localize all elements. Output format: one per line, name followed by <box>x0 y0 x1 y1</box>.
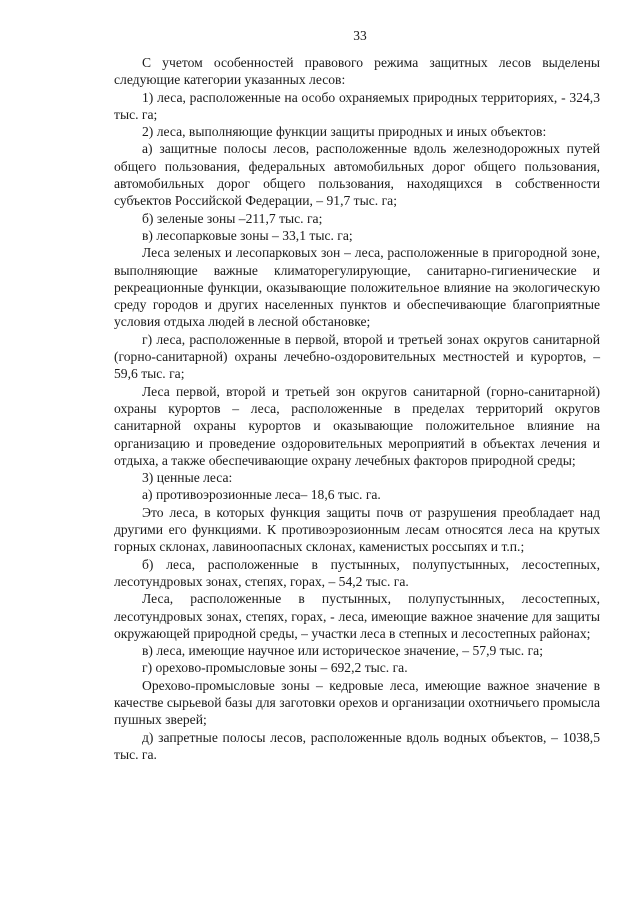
paragraph-item-2g: г) леса, расположенные в первой, второй и третьей зонах округов санитарной (горно-санитарной) охраны лечебно-оздоровительных местностей и курортов, – 59,6 тыс. га; <box>114 331 600 382</box>
document-body <box>114 54 600 763</box>
paragraph-item-3v: в) леса, имеющие научное или историческое значение, – 57,9 тыс. га; <box>142 643 543 659</box>
paragraph-nut-zones-definition: Орехово-промысловые зоны – кедровые леса, имеющие важное значение в качестве сырьевой базы для заготовки орехов и организации охотничьего промысла пушных зверей; <box>114 677 600 728</box>
paragraph-item-2a: а) защитные полосы лесов, расположенные вдоль железнодорожных путей общего пользования, федеральных автомобильных дорог общего пользования, автомобильных дорог общего пользования, находящихся в собственности субъектов Российской Федерации, – 91,7 тыс. га; <box>114 141 600 209</box>
paragraph-desert-forests-definition: Леса, расположенные в пустынных, полупустынных, лесостепных, лесотундровых зонах, степях, горах, - леса, имеющие важное значение для защиты окружающей природной среды, – участки леса в степных и лесостепных районах; <box>114 591 600 641</box>
paragraph-item-3g: г) орехово-промысловые зоны – 692,2 тыс. га. <box>142 660 408 676</box>
paragraph-item-2: 2) леса, выполняющие функции защиты природных и иных объектов: <box>142 124 547 140</box>
paragraph-resort-forests-definition: Леса первой, второй и третьей зон округов санитарной (горно-санитарной) охраны курортов – леса, расположенные в пределах территорий округов санитарной охраны курортов и оказывающие положительное влияние на организацию и проведение оздоровительных мероприятий в объектах лечения и отдыха, а также обеспечивающие охрану лечебных факторов природной среды; <box>114 383 600 468</box>
paragraph-green-zones-definition: Леса зеленых и лесопарковых зон – леса, расположенные в пригородной зоне, выполняющие важные климаторегулирующие, санитарно-гигиенические и рекреационные функции, оказывающие положительное влияние на экологическую среду городов и других населенных пунктов и обеспечивающие благоприятные условия отдыха людей в лесной обстановке; <box>114 245 600 330</box>
paragraph-item-3a: а) противоэрозионные леса– 18,6 тыс. га. <box>142 487 381 503</box>
paragraph-item-2b: б) зеленые зоны –211,7 тыс. га; <box>142 210 323 226</box>
paragraph-intro: С учетом особенностей правового режима защитных лесов выделены следующие категории указанных лесов: <box>114 55 600 88</box>
document-page <box>114 28 600 763</box>
paragraph-anti-erosion-definition: Это леса, в которых функция защиты почв от разрушения преобладает над другими его функциями. К противоэрозионным лесам относятся леса на крутых горных склонах, лавиноопасных склонах, каменистых россыпях и т.п.; <box>114 504 600 555</box>
paragraph-item-3d: д) запретные полосы лесов, расположенные вдоль водных объектов, – 1038,5 тыс. га. <box>114 729 600 762</box>
paragraph-item-1: 1) леса, расположенные на особо охраняемых природных территориях, - 324,3 тыс. га; <box>114 89 600 122</box>
paragraph-item-3: 3) ценные леса: <box>142 470 233 486</box>
page-number: 33 <box>353 28 367 43</box>
paragraph-item-3b: б) леса, расположенные в пустынных, полупустынных, лесостепных, лесотундровых зонах, степях, горах, – 54,2 тыс. га. <box>114 556 600 589</box>
paragraph-item-2v: в) лесопарковые зоны – 33,1 тыс. га; <box>142 227 353 243</box>
